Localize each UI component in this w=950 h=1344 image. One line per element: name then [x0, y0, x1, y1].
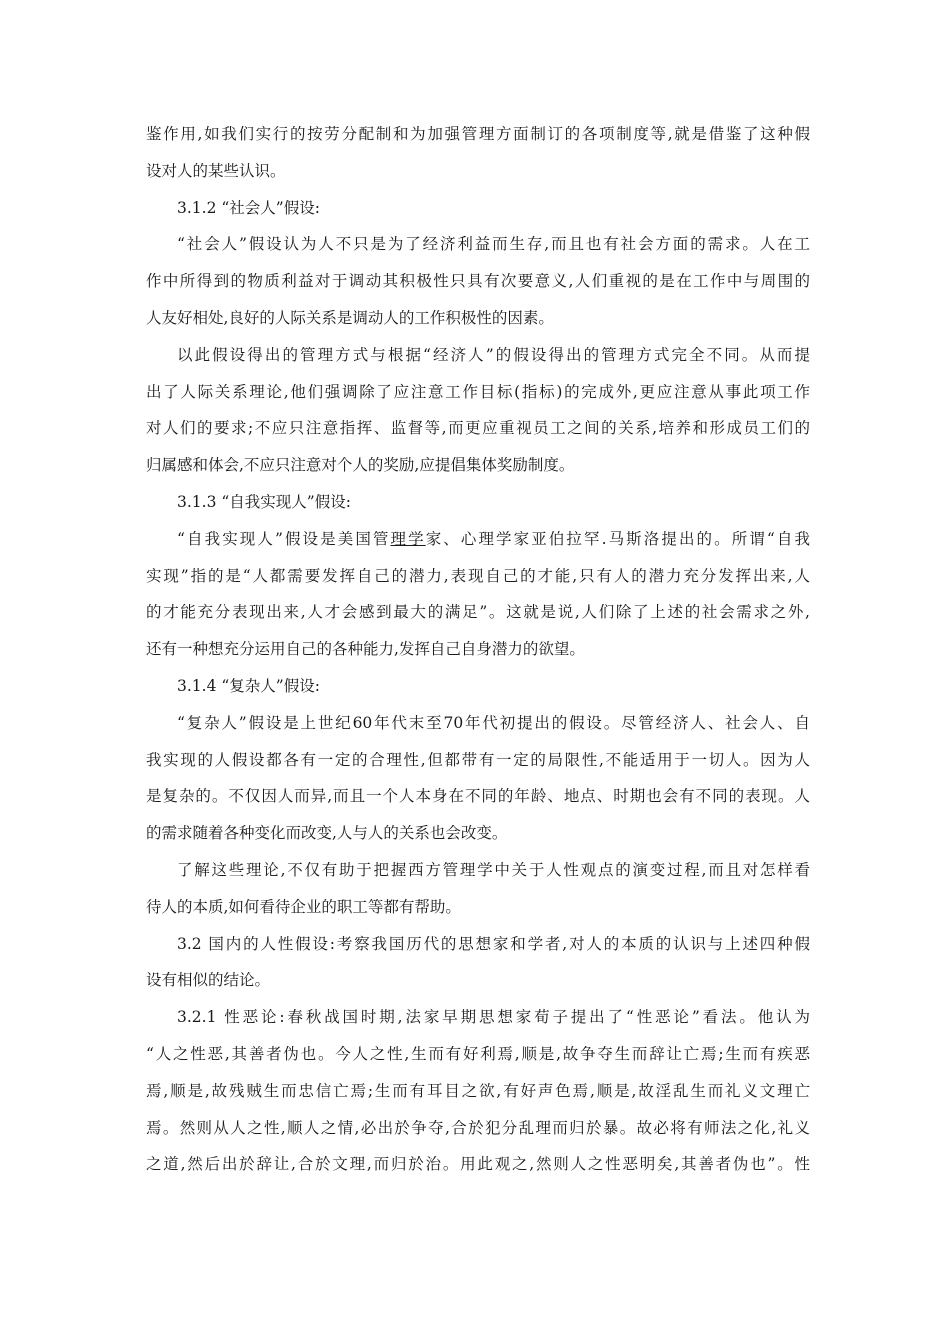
text-line: 3.2 国内的人性假设:考察我国历代的思想家和学者,对人的本质的认识与上述四种假 — [177, 934, 810, 953]
document-page — [146, 116, 810, 1183]
text-span: 家、心理学家亚伯拉罕.马斯洛提出的。所谓“自我 — [425, 529, 810, 548]
text-line: 3.2.1 性恶论:春秋战国时期,法家早期思想家荀子提出了“性恶论”看法。他认为 — [177, 1008, 810, 1027]
text-line: 以此假设得出的管理方式与根据“经济人”的假设得出的管理方式完全不同。从而提 — [177, 345, 810, 364]
text-line: 待人的本质,如何看待企业的职工等都有帮助。 — [146, 897, 461, 916]
text-line: 焉,顺是,故残贼生而忠信亡焉;生而有耳目之欲,有好声色焉,顺是,故淫乱生而礼义文理亡 — [146, 1081, 810, 1100]
text-line: 人友好相处,良好的人际关系是调动人的工作积极性的因素。 — [146, 308, 554, 327]
text-line: 归属感和体会,不应只注意对个人的奖励,应提倡集体奖励制度。 — [146, 456, 575, 475]
text-line: 之道,然后出於辞让,合於文理,而归於治。用此观之,然则人之性恶明矣,其善者伪也”。性 — [146, 1155, 810, 1174]
text-line: 我实现的人假设都各有一定的合理性,但都带有一定的局限性,不能适用于一切人。因为人 — [146, 750, 810, 769]
text-line: 设对人的某些认识。 — [146, 161, 286, 180]
text-line: “复杂人”假设是上世纪60年代末至70年代初提出的假设。尽管经济人、社会人、自 — [177, 713, 810, 732]
text-line: 是复杂的。不仅因人而异,而且一个人本身在不同的年龄、地点、时期也会有不同的表现。人 — [146, 787, 810, 806]
text-line: 3.1.3 “自我实现人”假设: — [177, 492, 351, 511]
text-line: 3.1.2 “社会人”假设: — [177, 198, 320, 217]
text-line: 鉴作用,如我们实行的按劳分配制和为加强管理方面制订的各项制度等,就是借鉴了这种假 — [146, 125, 810, 143]
text-line: 作中所得到的物质利益对于调动其积极性只具有次要意义,人们重视的是在工作中与周围的 — [146, 272, 810, 291]
text-line: 3.1.4 “复杂人”假设: — [177, 676, 320, 695]
text-line: 实现”指的是“人都需要发挥自己的潜力,表现自己的才能,只有人的潜力充分发挥出来,人 — [146, 566, 810, 585]
text-line: 设有相似的结论。 — [146, 971, 271, 990]
text-line: 出了人际关系理论,他们强调除了应注意工作目标(指标)的完成外,更应注意从事此项工作 — [146, 382, 810, 401]
text-line: 的才能充分表现出来,人才会感到最大的满足”。这就是说,人们除了上述的社会需求之外, — [146, 603, 810, 622]
text-span: “自我实现人”假设是美国管 — [177, 529, 391, 548]
text-line: “人之性恶,其善者伪也。今人之性,生而有好利焉,顺是,故争夺生而辞让亡焉;生而有疾恶 — [146, 1044, 810, 1063]
text-line: 对人们的要求;不应只注意指挥、监督等,而更应重视员工之间的关系,培养和形成员工们的 — [146, 419, 810, 438]
text-line: 了解这些理论,不仅有助于把握西方管理学中关于人性观点的演变过程,而且对怎样看 — [177, 860, 810, 879]
text-line: 的需求随着各种变化而改变,人与人的关系也会改变。 — [146, 824, 508, 843]
underlined-text: 理学 — [390, 529, 426, 548]
text-line — [146, 521, 810, 558]
text-line: 还有一种想充分运用自己的各种能力,发挥自己自身潜力的欲望。 — [146, 640, 585, 659]
text-line: “社会人”假设认为人不只是为了经济利益而生存,而且也有社会方面的需求。人在工 — [177, 235, 810, 254]
text-line: 焉。然则从人之性,顺人之情,必出於争夺,合於犯分乱理而归於暴。故必将有师法之化,礼义 — [146, 1118, 810, 1137]
